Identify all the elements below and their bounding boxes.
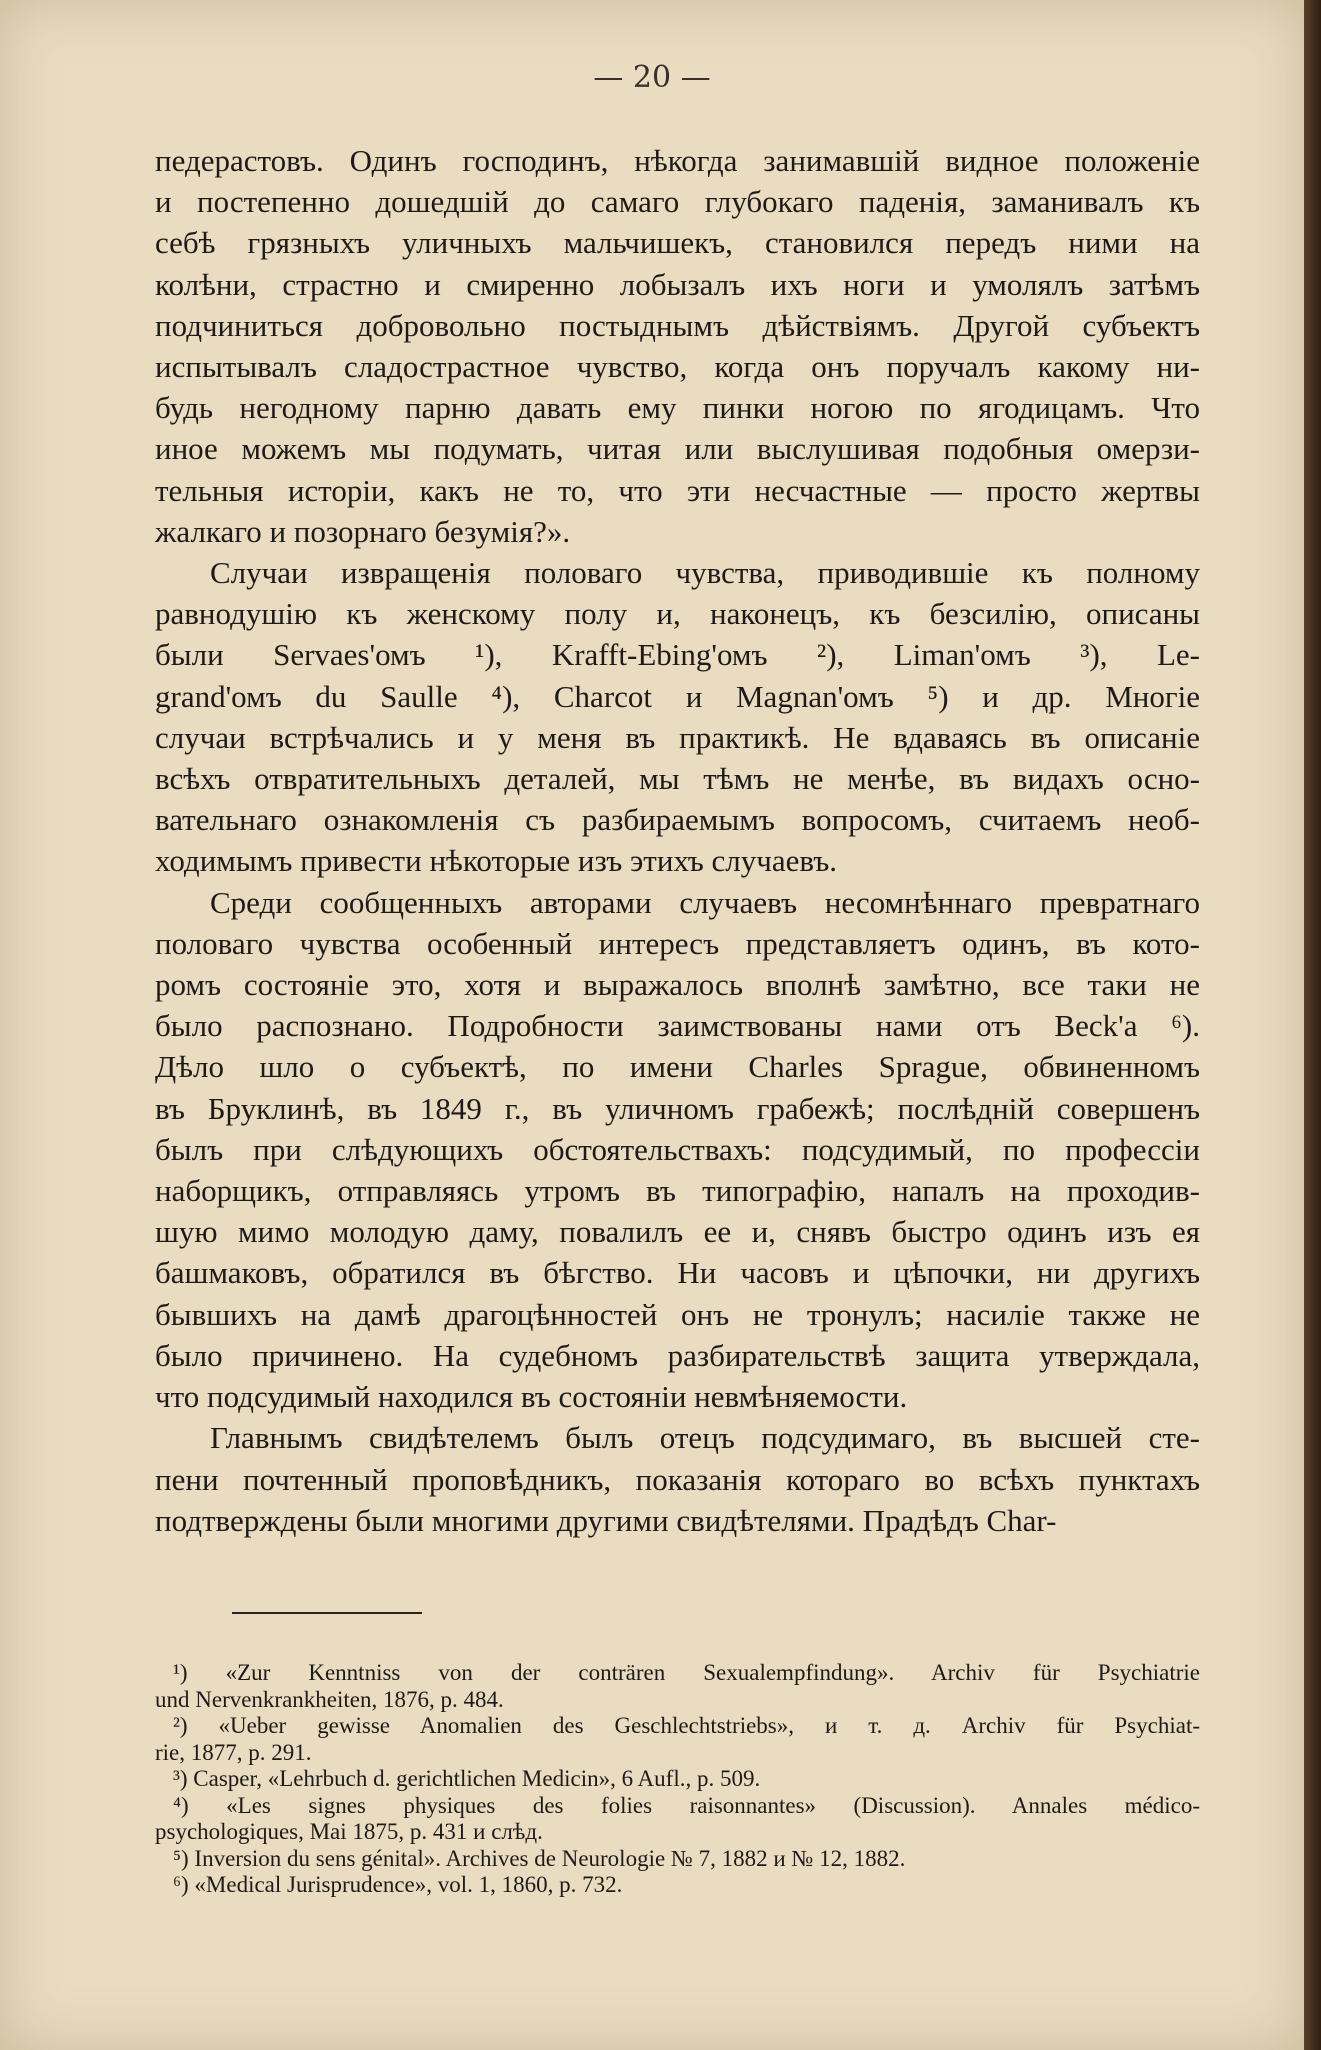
text-line: ромъ состояніе это, хотя и выражалось вполнѣ замѣтно, все таки не	[155, 967, 1200, 1003]
text-line: педерастовъ. Одинъ господинъ, нѣкогда занимавшій видное положеніе	[155, 143, 1200, 178]
footnote	[155, 1793, 1200, 1846]
footnote	[155, 1766, 1200, 1793]
text-line: наборщикъ, отправляясь утромъ въ типографію, напалъ на проходив-	[155, 1173, 1200, 1209]
footnotes	[155, 1660, 1200, 1899]
text-line: подчиниться добровольно постыднымъ дѣйствіямъ. Другой субъектъ	[155, 307, 1200, 343]
footnote-line: und Nervenkrankheiten, 1876, p. 484.	[155, 1686, 504, 1712]
text-line: ходимымъ привести нѣкоторые изъ этихъ случаевъ.	[155, 843, 838, 879]
text-line: испытывалъ сладострастное чувство, когда онъ поручалъ какому ни-	[155, 349, 1200, 385]
footnote	[155, 1872, 1200, 1899]
footnote-line: ¹) «Zur Kenntniss von der conträren Sexualempfindung». Archiv für Psychiatrie	[173, 1660, 1200, 1685]
text-line: башмаковъ, обратился въ бѣгство. Ни часовъ и цѣпочки, ни другихъ	[155, 1255, 1200, 1291]
text-line: пени почтенный проповѣдникъ, показанія котораго во всѣхъ пунктахъ	[155, 1461, 1200, 1497]
text-line: былъ при слѣдующихъ обстоятельствахъ: подсудимый, по профессіи	[155, 1131, 1200, 1167]
text-line: равнодушію къ женскому полу и, наконецъ, къ безсилію, описаны	[155, 596, 1200, 632]
text-line: что подсудимый находился въ состояніи невмѣняемости.	[155, 1379, 908, 1415]
footnote-line: ³) Casper, «Lehrbuch d. gerichtlichen Medicin», 6 Aufl., p. 509.	[173, 1766, 761, 1791]
text-line: будь негодному парню давать ему пинки ногою по ягодицамъ. Что	[155, 390, 1200, 426]
text-line: шую мимо молодую даму, повалилъ ее и, снявъ быстро одинъ изъ ея	[155, 1214, 1200, 1250]
text-line: были Servaes'омъ ¹), Krafft-Ebing'омъ ²), Liman'омъ ³), Le-	[155, 637, 1200, 673]
text-line: было причинено. На судебномъ разбирательствѣ защита утверждала,	[155, 1337, 1200, 1373]
text-line: колѣни, страстно и смиренно лобызалъ ихъ ноги и умолялъ затѣмъ	[155, 266, 1200, 302]
text-line: половаго чувства особенный интересъ представляетъ одинъ, въ кото-	[155, 925, 1200, 961]
text-line: Случаи извращенія половаго чувства, приводившіе къ полному	[210, 555, 1200, 591]
footnote-line: ⁵) Inversion du sens génital». Archives de Neurologie № 7, 1882 и № 12, 1882.	[173, 1845, 906, 1871]
footnote-separator	[232, 1612, 422, 1614]
body-text	[155, 140, 1200, 1541]
footnote-line: ²) «Ueber gewisse Anomalien des Geschlechtstriebs», и т. д. Archiv für Psychiat-	[173, 1713, 1200, 1738]
text-line: Дѣло шло о субъектѣ, по имени Charles Sprague, обвиненномъ	[155, 1049, 1200, 1085]
text-line: себѣ грязныхъ уличныхъ мальчишекъ, становился передъ ними на	[155, 225, 1200, 261]
text-line: иное можемъ мы подумать, читая или выслушивая подобныя омерзи-	[155, 431, 1200, 467]
paragraph	[155, 1417, 1200, 1541]
text-line: grand'омъ du Saulle ⁴), Charcot и Magnan'омъ ⁵) и др. Многіе	[155, 678, 1200, 714]
text-line: вательнаго ознакомленія съ разбираемымъ вопросомъ, считаемъ необ-	[155, 802, 1200, 838]
footnote-line: rie, 1877, p. 291.	[155, 1739, 312, 1765]
text-line: бывшихъ на дамѣ драгоцѣнностей онъ не тронулъ; насиліе также не	[155, 1296, 1200, 1332]
text-line: случаи встрѣчались и у меня въ практикѣ. Не вдаваясь въ описаніе	[155, 719, 1200, 755]
footnote-line: ⁴) «Les signes physiques des folies raisonnantes» (Discussion). Annales médico-	[173, 1792, 1200, 1818]
text-line: всѣхъ отвратительныхъ деталей, мы тѣмъ не менѣе, въ видахъ осно-	[155, 761, 1200, 797]
page-edge	[1304, 0, 1321, 2050]
paragraph	[155, 552, 1200, 882]
footnote	[155, 1713, 1200, 1766]
paragraph	[155, 882, 1200, 1418]
footnote-line: psychologiques, Mai 1875, p. 431 и слѣд.	[155, 1819, 543, 1844]
text-line: жалкаго и позорнаго безумія?».	[155, 513, 571, 549]
footnote	[155, 1660, 1200, 1713]
page-number: — 20 —	[593, 60, 711, 95]
text-line: Главнымъ свидѣтелемъ былъ отецъ подсудимаго, въ высшей сте-	[210, 1420, 1200, 1456]
text-line: было распознано. Подробности заимствованы нами отъ Beck'a ⁶).	[155, 1008, 1200, 1044]
text-line: подтверждены были многими другими свидѣтелями. Прадѣдъ Char-	[155, 1502, 1057, 1538]
text-line: и постепенно дошедшій до самаго глубокаго паденія, заманивалъ къ	[155, 184, 1200, 220]
text-line: Среди сообщенныхъ авторами случаевъ несомнѣннаго превратнаго	[210, 884, 1200, 920]
footnote-line: ⁶) «Medical Jurisprudence», vol. 1, 1860, p. 732.	[173, 1872, 623, 1897]
footnote	[155, 1846, 1200, 1873]
paragraph	[155, 140, 1200, 552]
text-line: въ Бруклинѣ, въ 1849 г., въ уличномъ грабежѣ; послѣдній совершенъ	[155, 1090, 1200, 1126]
text-line: тельныя исторіи, какъ не то, что эти несчастные — просто жертвы	[155, 472, 1200, 508]
